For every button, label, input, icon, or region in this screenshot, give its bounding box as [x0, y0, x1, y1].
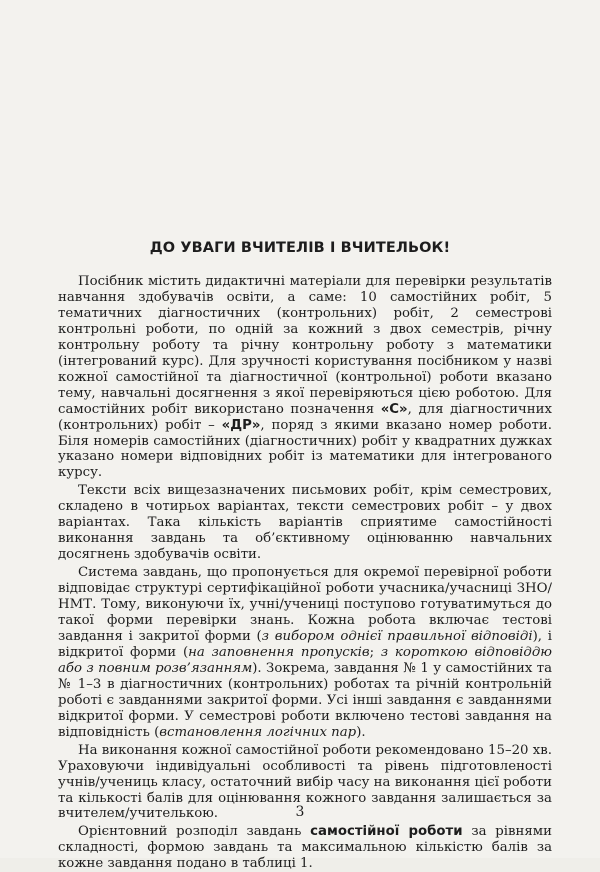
- paragraph-variants: Тексти всіх вищезазначених письмових робіт, крім семестрових, складено в чотирьох варіантах, тексти семестрових робіт – у двох варіантах. Така кількість варіантів сприятиме самостійності виконання завдань та об’єктивному оцінюванню навчальних досягнень здобувачів освіти.: [58, 483, 552, 563]
- paragraph-task-system: [58, 565, 552, 740]
- page-number: 3: [295, 804, 305, 820]
- mark-c: «С»: [380, 401, 408, 417]
- text-run: Орієнтовний розподіл завдань: [78, 824, 311, 840]
- text-run: ). Зокрема, завдання № 1 у самостійних та № 1–3 в діагностичних (контрольних) роботах та річній контрольній роботі є завданнями закритої форми. Усі інші завдання є завданнями відкритої форми. У семестрові роботи включено тестові завдання на відповідність (: [58, 660, 553, 740]
- text-run: ).: [356, 724, 366, 740]
- mark-dr: «ДР»: [221, 417, 261, 433]
- text-run: ), і відкритої форми (: [58, 628, 552, 660]
- text-run: , для діагностичних (контрольних) робіт –: [58, 401, 552, 433]
- italic-run: з короткою відповіддю або з повним розв’язанням: [58, 644, 552, 676]
- text-run: , поряд з якими вказано номер роботи. Біля номерів самостійних (діагностичних) робіт у квадратних дужках указано номери відповідних робіт із математики для інтегрованого курсу.: [58, 417, 552, 481]
- text-run: Посібник містить дидактичні матеріали для перевірки результатів навчання здобувачів освіти, а саме: 10 самостійних робіт, 5 тематичних діагностичних (контрольних) робіт, 2 семестрові контрольні роботи, по одній за кожний з двох семестрів, річну контрольну роботу та річну контрольну роботу з математики (інтегрований курс). Для зручності користування посібником у назві кожної самостійної та діагностичної (контрольної) роботи вказано тему, навчальні досягнення з якої перевіряються цією роботою. Для самостійних робіт використано позначення: [58, 274, 552, 417]
- paragraph-intro: [58, 274, 552, 481]
- text-run: за рівнями складності, формою завдань та максимальною кількістю балів за кожне завдання подано в таблиці 1.: [58, 824, 552, 872]
- text-run: Система завдань, що пропонується для окремої перевірної роботи відповідає структурі сертифікаційної роботи учасника/учасниці ЗНО/НМТ. Тому, виконуючи їх, учні/учениці поступово готуватимуться до такої форми перевірки знань. Кожна робота включає тестові завдання і закритої форми (: [58, 565, 552, 644]
- paragraph-time: На виконання кожної самостійної роботи рекомендовано 15–20 хв. Ураховуючи індивідуальні особливості та рівень підготовленості учнів/учениць класу, остаточний вибір часу на виконання цієї роботи та кількості балів для оцінювання кожного завдання залишається за вчителем/учителькою.: [58, 742, 552, 822]
- text-run: ;: [369, 644, 381, 660]
- paragraph-distribution: [58, 824, 552, 872]
- bold-run: самостійної роботи: [310, 824, 463, 840]
- page-title: ДО УВАГИ ВЧИТЕЛІВ І ВЧИТЕЛЬОК!: [149, 240, 451, 256]
- italic-run: встановлення логічних пар: [159, 724, 357, 740]
- italic-run: на заповнення пропусків: [188, 644, 370, 660]
- italic-run: з вибором однієї правильної відповіді: [261, 628, 533, 644]
- body-text: [58, 274, 552, 872]
